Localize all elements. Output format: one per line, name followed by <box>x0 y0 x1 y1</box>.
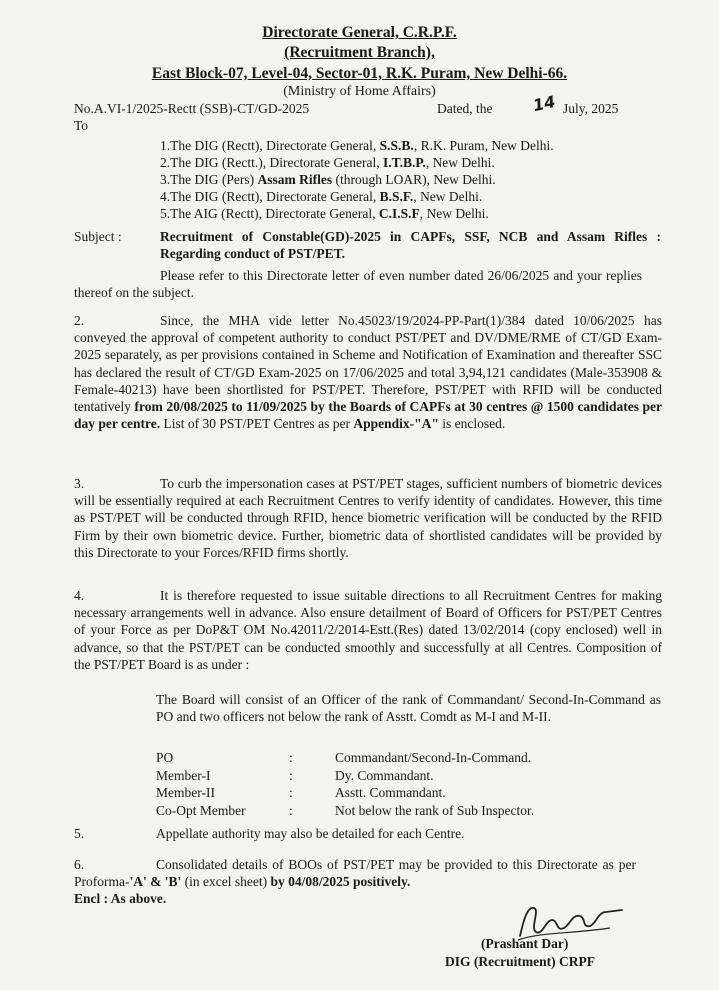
header-line-4: (Ministry of Home Affairs) <box>283 84 436 99</box>
addressee-5: 5.The AIG (Rectt), Directorate General, C.I.S.F, New Delhi. <box>160 206 489 221</box>
board-row-member-1: Member-I : Dy. Commandant. <box>156 767 434 783</box>
signatory-designation: DIG (Recruitment) CRPF <box>445 954 595 969</box>
dated-label: Dated, the <box>437 101 493 116</box>
handwritten-date-day: 14 <box>531 91 557 116</box>
paragraph-6: Consolidated details of BOOs of PST/PET may be provided to this Directorate as per Proforma-'A' & 'B' (in excel sheet) by 04/08/2025 positively. <box>74 857 636 890</box>
board-row-po: PO : Commandant/Second-In-Command. <box>156 750 532 765</box>
addressee-3: 3.The DIG (Pers) Assam Rifles (through LOAR), New Delhi. <box>160 172 496 187</box>
paragraph-4: It is therefore requested to issue suitable directions to all Recruitment Centres for making necessary arrangements well in advance. Also ensure detailment of Board of Officers for PST/PET Centres of your Force as per DoP&T OM No.42011/2/2014-Estt.(Res) dated 13/02/2014 (copy enclosed) well in advance, so that the PST/PET can be conducted smoothly and successfully at all Centres. Composition of the PST/PET Board is as under : <box>74 588 662 672</box>
paragraph-3-number: 3. <box>74 476 85 491</box>
subject-text: Recruitment of Constable(GD)-2025 in CAPFs, SSF, NCB and Assam Rifles : Regarding conduct of PST/PET. <box>160 229 661 262</box>
enclosure-note: Encl : As above. <box>74 891 167 906</box>
paragraph-3: To curb the impersonation cases at PST/PET stages, sufficient numbers of biometric devices will be essentially required at each Recruitment Centres to verify identity of candidates. However, this time as PST/PET will be conducted through RFID, hence biometric verification will be conducted by the RFID Firm by their own biometric device. Further, biometric data of shortlisted candidates will be provided by this Directorate to your Forces/RFID firms shortly. <box>74 476 662 560</box>
reference-number: No.A.VI-1/2025-Rectt (SSB)-CT/GD-2025 <box>74 101 310 116</box>
to-label: To <box>74 118 89 133</box>
header-line-3: East Block-07, Level-04, Sector-01, R.K. Puram, New Delhi-66. <box>151 65 568 82</box>
board-table <box>156 749 534 819</box>
addressee-1: 1.The DIG (Rectt), Directorate General, S.S.B., R.K. Puram, New Delhi. <box>160 138 554 153</box>
paragraph-5: Appellate authority may also be detailed for each Centre. <box>156 826 465 841</box>
board-row-co-opt: Co-Opt Member : Not below the rank of Sub Inspector. <box>156 802 535 818</box>
paragraph-1: Please refer to this Directorate letter of even number dated 26/06/2025 and your replies thereof on the subject. <box>74 268 642 301</box>
paragraph-5-number: 5. <box>74 826 85 841</box>
header-line-2: (Recruitment Branch), <box>284 44 435 61</box>
header-line-1: Directorate General, C.R.P.F. <box>262 24 457 41</box>
paragraph-2-number: 2. <box>74 313 85 328</box>
paragraph-6-number: 6. <box>74 857 85 872</box>
paragraph-2: Since, the MHA vide letter No.45023/19/2024-PP-Part(1)/384 dated 10/06/2025 has conveyed the approval of competent authority to conduct PST/PET and DV/DME/RME of CT/GD Exam-2025 separately, as per provisions contained in Scheme and Notification of Examination and thereafter SSC has declared the result of CT/GD Exam-2025 on 17/06/2025 and total 3,94,121 candidates (Male-353908 & Female-40213) have been shortlisted for PST/PET. Therefore, PST/PET with RFID will be conducted tentatively from 20/08/2025 to 11/09/2025 by the Boards of CAPFs at 30 centres @ 1500 candidates per day per centre. List of 30 PST/PET Centres as per Appendix-"A" is enclosed. <box>74 313 662 432</box>
addressee-2: 2.The DIG (Rectt.), Directorate General, I.T.B.P., New Delhi. <box>160 155 495 170</box>
subject-label: Subject : <box>74 229 122 244</box>
board-row-member-2: Member-II : Asstt. Commandant. <box>156 785 446 801</box>
paragraph-4-number: 4. <box>74 588 85 603</box>
addressee-4: 4.The DIG (Rectt), Directorate General, B.S.F., New Delhi. <box>160 189 483 204</box>
board-composition-text: The Board will consist of an Officer of the rank of Commandant/ Second-In-Command as PO and two officers not below the rank of Asstt. Comdt as M-I and M-II. <box>156 692 661 725</box>
date-month-year: July, 2025 <box>563 101 619 116</box>
signatory-name: (Prashant Dar) <box>481 936 569 951</box>
